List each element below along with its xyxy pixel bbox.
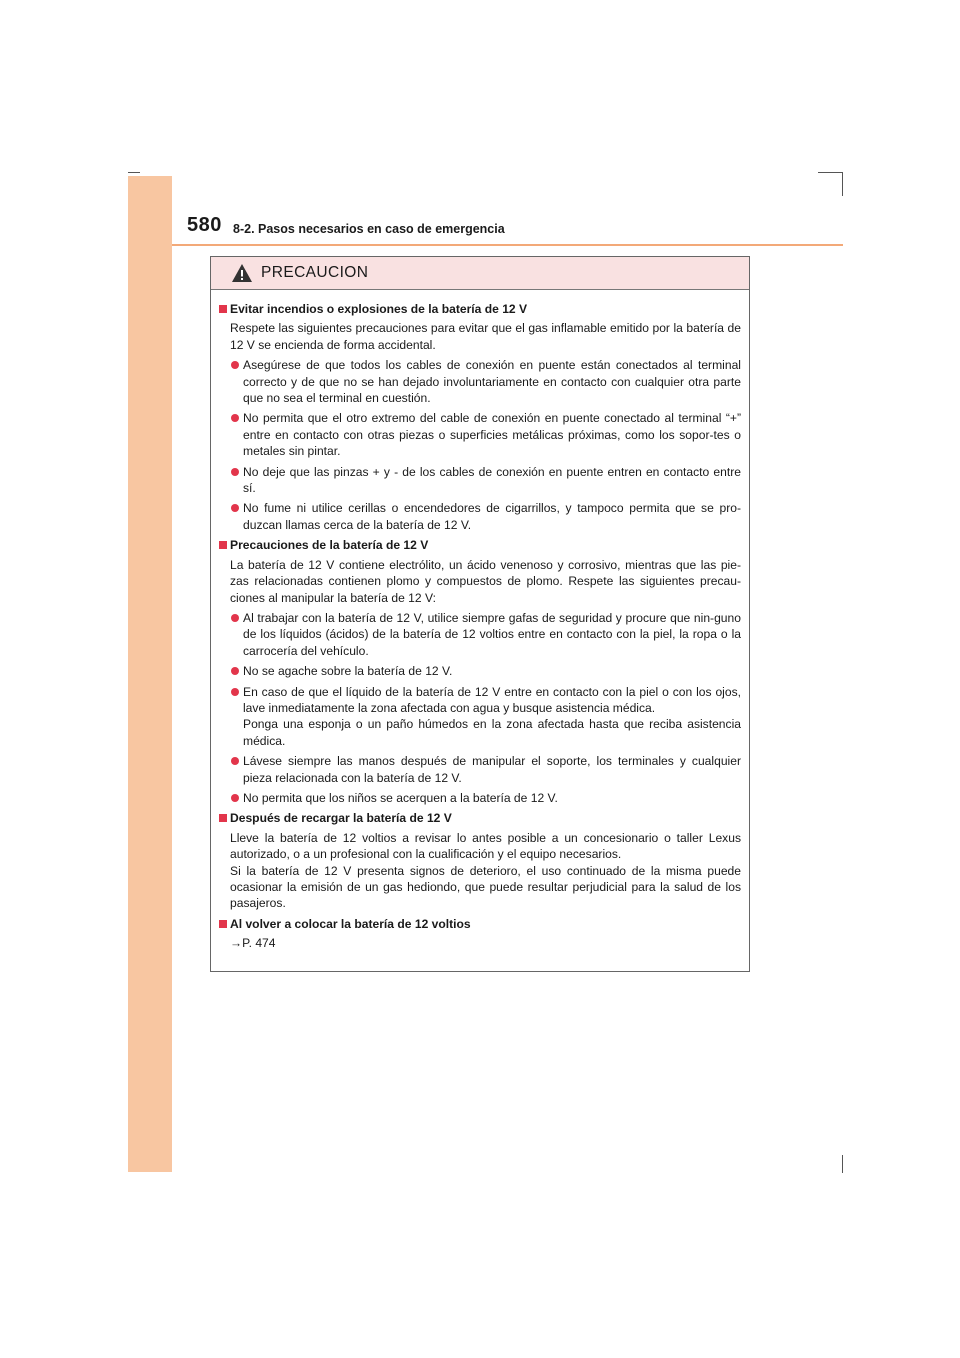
round-bullet-icon: [231, 614, 239, 622]
list-item: No fume ni utilice cerillas o encendedores de cigarrillos, y tampoco permita que se pro-duzcan llamas cerca de la batería de 12 V.: [230, 500, 741, 533]
square-bullet-icon: [219, 305, 227, 313]
round-bullet-icon: [231, 688, 239, 696]
round-bullet-icon: [231, 794, 239, 802]
side-color-band: [128, 176, 172, 1172]
list-item: No permita que el otro extremo del cable de conexión en puente conectado al terminal “+” entre en contacto con otras piezas o superficies metálicas próximas, como los sopor-tes o metales sin pintar.: [230, 410, 741, 459]
square-bullet-icon: [219, 541, 227, 549]
list-item: Lávese siempre las manos después de manipular el soporte, los terminales y cualquier pieza relacionada con la batería de 12 V.: [230, 753, 741, 786]
section-heading-after-recharge: Después de recargar la batería de 12 V: [219, 810, 741, 826]
caution-title: PRECAUCION: [261, 264, 369, 281]
crop-mark-bottom-right-v: [842, 1155, 843, 1173]
caution-header: [211, 257, 749, 290]
section-heading-fire: Evitar incendios o explosiones de la batería de 12 V: [219, 301, 741, 317]
crop-mark-top-left: [128, 172, 140, 173]
section-text-after-recharge: Lleve la batería de 12 voltios a revisar lo antes posible a un concesionario o taller Lexus autorizado, o a un profesional con la cualificación y el equipo necesarios. Si la batería de 12 V presenta signos de deterioro, el uso continuado de la misma puede ocasionar la emisión de un gas hediondo, que puede resultar perjudicial para la salud de los pasajeros.: [230, 830, 741, 911]
list-item: No deje que las pinzas + y - de los cables de conexión en puente entren en contacto entre sí.: [230, 464, 741, 497]
caution-body: [211, 290, 749, 952]
list-item: En caso de que el líquido de la batería de 12 V entre en contacto con la piel o con los ojos, lave inmediatamente la zona afectada con agua y busque asistencia médica. Ponga una esponja o un paño húmedos en la zona afectada hasta que reciba asistencia médica.: [230, 684, 741, 750]
page-number: 580: [187, 214, 222, 236]
round-bullet-icon: [231, 361, 239, 369]
list-item: Asegúrese de que todos los cables de conexión en puente están conectados al terminal correcto y de que no se han dejado involuntariamente en contacto con cualquier otra parte que no sea el terminal en cuestión.: [230, 357, 741, 406]
round-bullet-icon: [231, 757, 239, 765]
crop-mark-top-right-h: [818, 172, 842, 173]
crop-mark-top-right-v: [842, 172, 843, 196]
page-reference-link[interactable]: →P. 474: [230, 936, 276, 951]
round-bullet-icon: [231, 414, 239, 422]
section-text-precautions: La batería de 12 V contiene electrólito, un ácido venenoso y corrosivo, mientras que las pie-zas relacionadas contienen plomo y compuestos de plomo. Respete las siguientes precau-ciones al manipular la batería de 12 V:: [230, 557, 741, 605]
warning-triangle-icon: [231, 263, 253, 283]
square-bullet-icon: [219, 814, 227, 822]
caution-box: [210, 256, 750, 972]
section-title: 8-2. Pasos necesarios en caso de emergencia: [233, 222, 505, 236]
section-text-fire: Respete las siguientes precauciones para evitar que el gas inflamable emitido por la batería de 12 V se encienda de forma accidental.: [230, 321, 741, 352]
list-item: No se agache sobre la batería de 12 V.: [230, 663, 741, 679]
round-bullet-icon: [231, 667, 239, 675]
round-bullet-icon: [231, 504, 239, 512]
header-rule: [172, 244, 843, 246]
round-bullet-icon: [231, 468, 239, 476]
list-item: Al trabajar con la batería de 12 V, utilice siempre gafas de seguridad y procure que nin-guno de los líquidos (ácidos) de la batería de 12 voltios entre en contacto con la piel, la ropa o la carrocería del vehículo.: [230, 610, 741, 659]
section-heading-replace: Al volver a colocar la batería de 12 voltios: [219, 916, 741, 932]
list-item: No permita que los niños se acerquen a la batería de 12 V.: [230, 790, 741, 806]
square-bullet-icon: [219, 920, 227, 928]
section-heading-precautions: Precauciones de la batería de 12 V: [219, 537, 741, 553]
